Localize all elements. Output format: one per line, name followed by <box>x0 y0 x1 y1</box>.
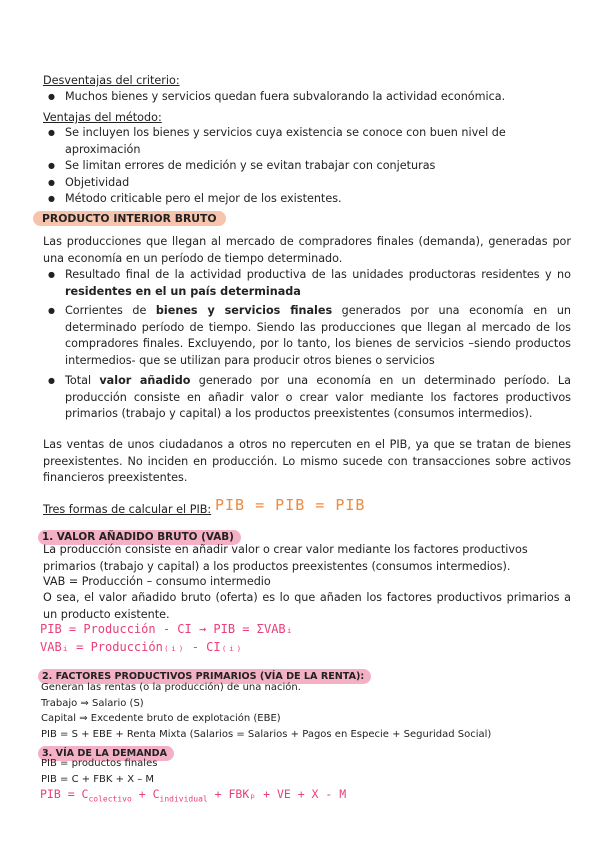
vab-handwritten-1: PIB = Producción - CI → PIB = ΣVABᵢ <box>40 622 293 636</box>
demanda-hand-b: + C <box>131 787 160 801</box>
demanda-heading: 3. VÍA DE LA DEMANDA <box>38 746 174 761</box>
demanda-handwritten <box>40 787 346 803</box>
bullet3-post: generado por una economía en un determinado período. La producción consiste en añadir valor o crear valor mediante los factores productivos primarios (trabajo y capital) a los productos preexistentes (consumos intermedios). <box>65 374 571 420</box>
demanda-hand-sub1: colectivo <box>88 794 132 804</box>
renta-lines <box>41 680 581 742</box>
bullet2-pre: Corrientes de <box>65 304 156 317</box>
pib-bullets <box>43 267 571 423</box>
demanda-line: PIB = productos finales <box>41 758 158 769</box>
demanda-hand-sub2: individual <box>159 794 208 804</box>
renta-line: Generan las rentas (o la producción) de una nación. <box>41 682 301 693</box>
pib-heading-wrapper <box>33 207 226 226</box>
advantages-list <box>43 125 573 208</box>
list-item <box>43 303 571 369</box>
demanda-hand-a: PIB = C <box>40 787 89 801</box>
bullet3-bold: valor añadido <box>99 374 191 387</box>
vab-line2: VAB = Producción – consumo intermedio <box>43 575 271 588</box>
pib-heading: PRODUCTO INTERIOR BRUTO <box>33 211 226 226</box>
list-item <box>43 267 571 300</box>
bullet1-bold: residentes en el un país determinada <box>65 284 301 298</box>
bullet3-pre: Total <box>65 374 100 387</box>
vab-line1: La producción consiste en añadir valor o crear valor mediante los factores productivos primarios (trabajo y capital) a los productos preexistentes (consumos intermedios). <box>43 543 528 573</box>
list-item <box>43 373 571 423</box>
advantages-title: Ventajas del método: <box>43 111 162 124</box>
bullet1-text: Resultado final de la actividad productiva de las unidades productoras residentes y no <box>65 268 571 281</box>
renta-line: PIB = S + EBE + Renta Mixta (Salarios = Salarios + Pagos en Especie + Seguridad Social) <box>41 728 492 740</box>
vab-line3: O sea, el valor añadido bruto (oferta) es lo que añaden los factores productivos primarios a un producto existente. <box>43 591 571 621</box>
demanda-line: PIB = C + FBK + X – M <box>41 773 155 785</box>
three-ways-handwritten: PIB = PIB = PIB <box>215 496 366 514</box>
three-ways-label: Tres formas de calcular el PIB: <box>43 503 212 516</box>
renta-line: Capital ⇒ Excedente bruto de explotación (EBE) <box>41 713 281 724</box>
demanda-hand-c: + FBKₚ + VE + X - M <box>207 787 347 801</box>
bullet2-post: generados por una economía en un determinado período de tiempo. Siendo las producciones que llegan al mercado de los compradores finales. Excluyendo, por lo tanto, los bienes de servicios –siendo productos intermedios- que se utilizan para producir otros bienes o servicios <box>65 304 571 367</box>
renta-heading: 2. FACTORES PRODUCTIVOS PRIMARIOS (VÍA DE LA RENTA): <box>38 669 371 684</box>
list-item: ● Objetividad <box>43 175 573 192</box>
pib-note: Las ventas de unos ciudadanos a otros no repercuten en el PIB, ya que se tratan de bienes preexistentes. No inciden en producción. Lo mismo sucede con transacciones sobre activos financieros preexistentes. <box>43 438 571 484</box>
vab-heading: 1. VALOR AÑADIDO BRUTO (VAB) <box>38 530 241 545</box>
pib-intro: Las producciones que llegan al mercado de compradores finales (demanda), generadas por una economía en un período de tiempo determinado. <box>43 235 571 265</box>
disadvantages-list <box>43 89 563 106</box>
list-item: ● Muchos bienes y servicios quedan fuera subvalorando la actividad económica. <box>43 89 563 106</box>
list-item: ● Se incluyen los bienes y servicios cuya existencia se conoce con buen nivel de aproximación <box>43 125 573 158</box>
list-item: ● Método criticable pero el mejor de los existentes. <box>43 191 573 208</box>
demanda-lines <box>41 756 581 787</box>
bullet2-bold: bienes y servicios finales <box>155 304 333 317</box>
vab-handwritten-2: VABᵢ = Producción₍ᵢ₎ - CI₍ᵢ₎ <box>40 640 243 654</box>
list-item: ● Se limitan errores de medición y se evitan trabajar con conjeturas <box>43 158 573 175</box>
disadvantages-title: Desventajas del criterio: <box>43 74 180 87</box>
renta-line: Trabajo ⇒ Salario (S) <box>41 697 144 709</box>
